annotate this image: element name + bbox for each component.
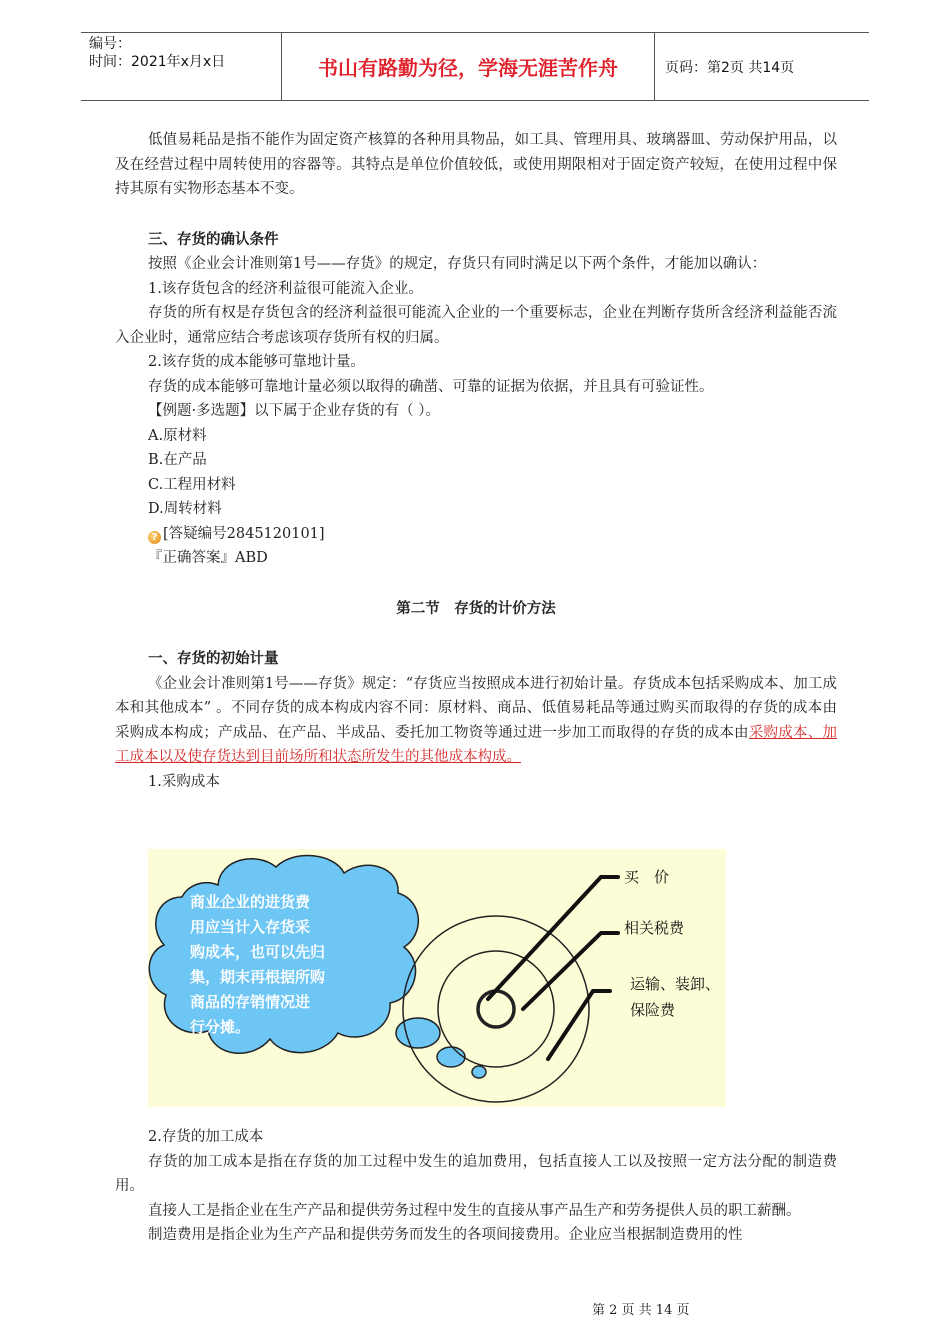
paragraph-initial (115, 672, 837, 770)
paragraph-reliable: 存货的成本能够可靠地计量必须以取得的确凿、可靠的证据为依据，并且具有可验证性。 (148, 378, 714, 395)
label-transport-2: 保险费 (630, 1001, 676, 1019)
label-price: 买 价 (624, 868, 670, 886)
header-time: 时间：2021年x月x日 (89, 54, 226, 70)
option-a: A.原材料 (148, 427, 207, 444)
middle-circle (438, 951, 554, 1067)
purchase-cost-figure (148, 849, 726, 1107)
example-question: 【例题·多选题】以下属于企业存货的有（ ）。 (148, 403, 440, 419)
paragraph-initial-text: 《企业会计准则第1号——存货》规定：“存货应当按照成本进行初始计量。存货成本包括采购成本、加工成本和其他成本” 。不同存货的成本构成内容不同：原材料、商品、低值易耗品等通过购买而取得的存货的成本由采购成本构成；产成品、在产品、半成品、委托加工物资等通过进一步加工而取得的存货的成本由 (115, 675, 837, 741)
cloud-line-2: 用应当计入存货采 (190, 918, 311, 936)
cloud-line-6: 行分摊。 (190, 1018, 251, 1036)
cloud-line-3: 购成本，也可以先归 (190, 943, 326, 961)
option-c: C.工程用材料 (148, 476, 236, 493)
subheading-purchase-cost: 1.采购成本 (148, 773, 220, 790)
page-header (81, 32, 869, 101)
outer-circle (403, 916, 589, 1102)
condition-2: 2.该存货的成本能够可靠地计量。 (148, 354, 365, 370)
paragraph-ownership: 存货的所有权是存货包含的经济利益很可能流入企业的一个重要标志，企业在判断存货所含经济利益能否流入企业时，通常应结合考虑该项存货所有权的归属。 (115, 305, 837, 346)
cloud-line-1: 商业企业的进货费 (190, 893, 311, 911)
document-body (115, 125, 837, 794)
option-d: D.周转材料 (148, 501, 222, 517)
qa-number-line (115, 522, 837, 547)
question-icon: ? (148, 531, 161, 544)
highlighted-text: 采购成本、加工成本以及使存货达到目前场所和状态所发生的其他成本构成。 (115, 724, 838, 765)
label-transport-1: 运输、装卸、 (630, 975, 721, 993)
correct-answer: 『正确答案』ABD (148, 550, 268, 566)
paragraph-processing: 存货的加工成本是指在存货的加工过程中发生的追加费用，包括直接人工以及按照一定方法分配的制造费用。 (115, 1153, 837, 1194)
paragraph-overhead: 制造费用是指企业为生产产品和提供劳务而发生的各项间接费用。企业应当根据制造费用的性 (148, 1227, 743, 1243)
document-body-continued (115, 1125, 837, 1248)
option-b: B.在产品 (148, 452, 207, 468)
page-footer: 第 2 页 共 14 页 (592, 1303, 690, 1318)
header-meta (81, 33, 281, 100)
header-motto: 书山有路勤为径，学海无涯苦作舟 (281, 33, 655, 100)
target-circles (403, 916, 589, 1102)
condition-1: 1.该存货包含的经济利益很可能流入企业。 (148, 280, 423, 297)
header-number: 编号： (89, 36, 131, 52)
pointer-lines (488, 877, 618, 1059)
cloud-line-5: 商品的存销情况进 (190, 993, 311, 1011)
cloud-line-4: 集，期末再根据所购 (190, 968, 326, 986)
heading-confirm: 三、存货的确认条件 (148, 231, 279, 248)
heading-initial: 一、存货的初始计量 (148, 651, 279, 667)
paragraph-low-value: 低值易耗品是指不能作为固定资产核算的各种用具物品，如工具、管理用具、玻璃器皿、劳动保护用品，以及在经营过程中周转使用的容器等。其特点是单位价值较低，或使用期限相对于固定资产较短，在使用过程中保持其原有实物形态基本不变。 (115, 132, 837, 197)
pointer-transport (548, 991, 610, 1059)
inner-circle (478, 991, 514, 1027)
qa-number: [答疑编号2845120101] (163, 525, 325, 542)
header-page-info: 页码：第2页 共14页 (665, 59, 795, 76)
paragraph-direct-labor: 直接人工是指企业在生产产品和提供劳务过程中发生的直接从事产品生产和劳务提供人员的职工薪酬。 (148, 1202, 801, 1219)
purchase-cost-diagram (148, 849, 726, 1107)
section-title: 第二节 存货的计价方法 (396, 600, 556, 617)
paragraph-confirm-intro: 按照《企业会计准则第1号——存货》的规定，存货只有同时满足以下两个条件，才能加以确认： (148, 256, 767, 272)
subheading-processing-cost: 2.存货的加工成本 (148, 1129, 264, 1145)
label-tax: 相关税费 (624, 919, 685, 937)
